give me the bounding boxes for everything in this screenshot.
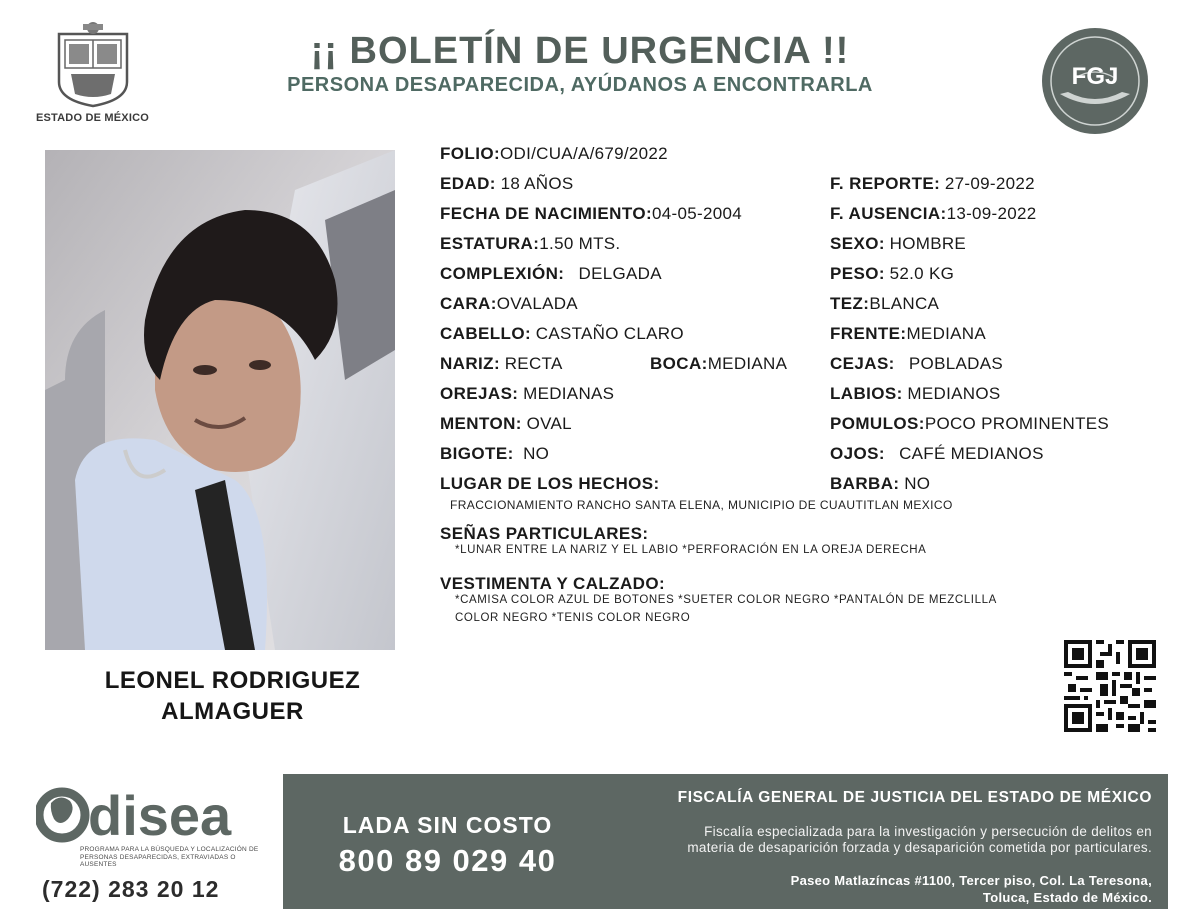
address-line2: Toluca, Estado de México. [982, 890, 1152, 905]
fiscalia-address [605, 872, 1152, 906]
field-pomulos [830, 414, 1109, 434]
f-ausencia-value: 13-09-2022 [946, 204, 1037, 223]
person-name-line1: LEONEL RODRIGUEZ [104, 667, 361, 694]
edad-label: EDAD: [440, 174, 496, 193]
field-boca [650, 354, 787, 374]
menton-value: OVAL [526, 414, 572, 433]
peso-value: 52.0 KG [889, 264, 955, 283]
folio-label: FOLIO: [440, 144, 500, 163]
tez-label: TEZ: [830, 294, 870, 313]
field-cara [440, 294, 578, 314]
person-photo [45, 150, 395, 650]
field-folio [440, 144, 668, 164]
cejas-value: POBLADAS [908, 354, 1003, 373]
estado-de-mexico-logo [30, 20, 155, 130]
frente-value: MEDIANA [906, 324, 987, 343]
qr-code-icon [1064, 640, 1156, 732]
barba-value: NO [904, 474, 931, 493]
vestimenta-label: VESTIMENTA Y CALZADO: [440, 574, 666, 593]
barba-label: BARBA: [830, 474, 900, 493]
fgj-logo-text: FGJ [1071, 63, 1119, 90]
fiscalia-desc-line2: materia de desaparición forzada y desaparición cometida por particulares. [687, 840, 1152, 855]
vestimenta-line2: COLOR NEGRO *TENIS COLOR NEGRO [455, 612, 691, 624]
edad-value: 18 AÑOS [500, 174, 574, 193]
nariz-label: NARIZ: [440, 354, 500, 373]
f-ausencia-label: F. AUSENCIA: [830, 204, 947, 223]
estatura-label: ESTATURA: [440, 234, 540, 253]
fecha-nacimiento-value: 04-05-2004 [652, 204, 742, 223]
vestimenta-line1: *CAMISA COLOR AZUL DE BOTONES *SUETER COLOR NEGRO *PANTALÓN DE MEZCLILLA [455, 594, 997, 606]
field-labios [830, 384, 1001, 404]
cara-label: CARA: [440, 294, 497, 313]
state-shield-icon [53, 20, 133, 108]
state-caption: ESTADO DE MÉXICO [35, 112, 149, 124]
complexion-label: COMPLEXIÓN: [440, 264, 565, 283]
boca-value: MEDIANA [707, 354, 788, 373]
field-complexion [440, 264, 662, 284]
lada-phone-number[interactable]: 800 89 029 40 [338, 843, 557, 878]
labios-label: LABIOS: [830, 384, 903, 403]
cabello-label: CABELLO: [440, 324, 532, 343]
field-peso [830, 264, 954, 284]
odisea-wordmark-icon [36, 785, 271, 845]
field-menton [440, 414, 572, 434]
field-cejas [830, 354, 1003, 374]
odisea-program-text: PROGRAMA PARA LA BÚSQUEDA Y LOCALIZACIÓN DE PERSONAS DESAPARECIDAS, EXTRAVIADAS O AUSENTES [80, 846, 259, 868]
field-f-reporte [830, 174, 1035, 194]
person-name [60, 665, 405, 727]
sexo-value: HOMBRE [889, 234, 967, 253]
f-reporte-label: F. REPORTE: [830, 174, 941, 193]
odisea-brand-text: disea [88, 785, 232, 845]
field-ojos [830, 444, 1044, 464]
person-name-line2: ALMAGUER [161, 698, 304, 725]
field-lugar-hechos [440, 474, 660, 494]
field-barba [830, 474, 930, 494]
sexo-label: SEXO: [830, 234, 885, 253]
peso-label: PESO: [830, 264, 885, 283]
tez-value: BLANCA [869, 294, 940, 313]
field-sexo [830, 234, 966, 254]
lada-sin-costo-label: LADA SIN COSTO [342, 812, 553, 838]
nariz-value: RECTA [504, 354, 563, 373]
field-bigote [440, 444, 549, 464]
field-cabello [440, 324, 684, 344]
fiscalia-title: FISCALÍA GENERAL DE JUSTICIA DEL ESTADO DE MÉXICO [677, 789, 1152, 806]
bigote-value: NO [523, 444, 550, 463]
bulletin-subtitle: PERSONA DESAPARECIDA, AYÚDANOS A ENCONTRARLA [287, 74, 873, 96]
field-orejas [440, 384, 614, 404]
bigote-label: BIGOTE: [440, 444, 514, 463]
bulletin-title: ¡¡ BOLETÍN DE URGENCIA !! [310, 30, 850, 72]
lugar-hechos-label: LUGAR DE LOS HECHOS: [440, 474, 660, 493]
field-estatura [440, 234, 620, 254]
lugar-hechos-value: FRACCIONAMIENTO RANCHO SANTA ELENA, MUNICIPIO DE CUAUTITLAN MEXICO [450, 498, 953, 512]
cabello-value: CASTAÑO CLARO [535, 324, 684, 343]
field-frente [830, 324, 986, 344]
field-tez [830, 294, 939, 314]
ojos-label: OJOS: [830, 444, 885, 463]
orejas-value: MEDIANAS [523, 384, 615, 403]
boca-label: BOCA: [650, 354, 708, 373]
pomulos-label: POMULOS: [830, 414, 925, 433]
field-nariz [440, 354, 563, 374]
menton-label: MENTON: [440, 414, 522, 433]
ojos-value: CAFÉ MEDIANOS [899, 444, 1044, 463]
estatura-value: 1.50 MTS. [539, 234, 621, 253]
fiscalia-desc-line1: Fiscalía especializada para la investigación y persecución de delitos en [704, 824, 1152, 839]
qr-code[interactable] [1064, 640, 1156, 732]
senas-label: SEÑAS PARTICULARES: [440, 524, 649, 543]
fiscalia-description [605, 824, 1152, 856]
cara-value: OVALADA [496, 294, 578, 313]
fgj-seal-icon [1040, 26, 1150, 136]
pomulos-value: POCO PROMINENTES [924, 414, 1110, 433]
frente-label: FRENTE: [830, 324, 907, 343]
complexion-value: DELGADA [578, 264, 662, 283]
address-line1: Paseo Matlazíncas #1100, Tercer piso, Col. La Teresona, [790, 873, 1152, 888]
orejas-label: OREJAS: [440, 384, 519, 403]
cejas-label: CEJAS: [830, 354, 895, 373]
field-fecha-nacimiento [440, 204, 742, 224]
person-photo-image [45, 150, 395, 650]
folio-value: ODI/CUA/A/679/2022 [500, 144, 668, 163]
senas-text: *LUNAR ENTRE LA NARIZ Y EL LABIO *PERFORACIÓN EN LA OREJA DERECHA [455, 544, 927, 556]
f-reporte-value: 27-09-2022 [944, 174, 1035, 193]
fgj-logo [1040, 26, 1150, 136]
labios-value: MEDIANOS [907, 384, 1001, 403]
field-edad [440, 174, 574, 194]
fecha-nacimiento-label: FECHA DE NACIMIENTO: [440, 204, 652, 223]
field-f-ausencia [830, 204, 1037, 224]
odisea-phone[interactable]: (722) 283 20 12 [42, 876, 220, 902]
